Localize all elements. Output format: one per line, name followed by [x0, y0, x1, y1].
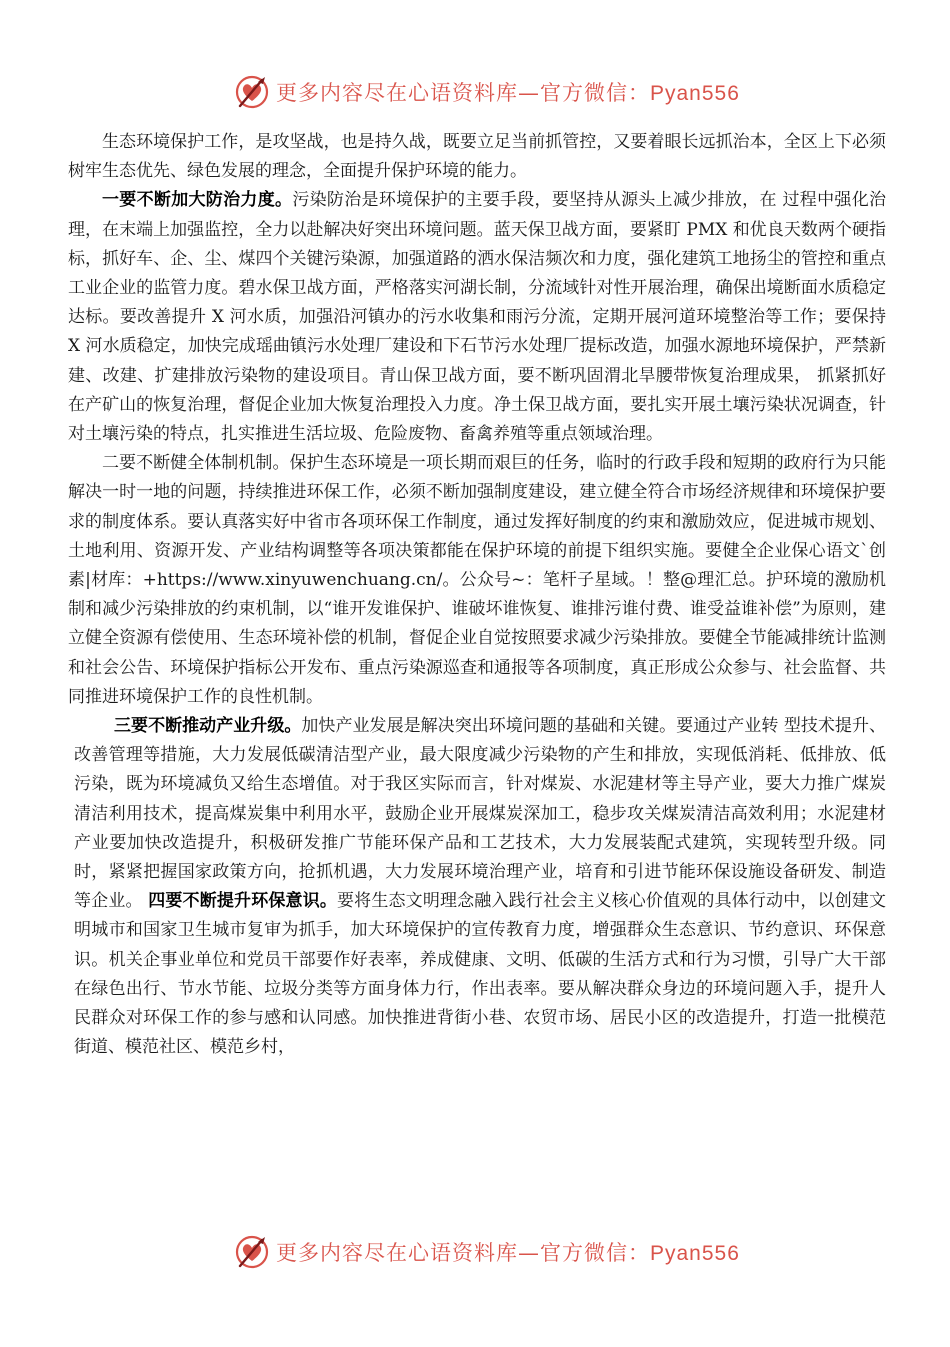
header-watermark: [0, 72, 950, 112]
document-body: [68, 128, 886, 1063]
footer-watermark: [0, 1232, 950, 1272]
watermark-text: 更多内容尽在心语资料库—官方微信：Pyan556: [276, 81, 740, 105]
watermark-text: 更多内容尽在心语资料库—官方微信：Pyan556: [276, 1241, 740, 1265]
paragraph-3: 三要不断推动产业升级。加快产业发展是解决突出环境问题的基础和关键。要通过产业转 型技术提升、改善管理等措施，大力发展低碳清洁型产业，最大限度减少污染物的产生和排放，实现低消耗、低排放、低污染，既为环境减负又给生态增值。对于我区实际而言，针对煤炭、水泥建材等主导产业，要大力推广煤炭清洁利用技术，提高煤炭集中利用水平，鼓励企业开展煤炭深加工，稳步攻关煤炭清洁高效利用；水泥建材产业要加快改造提升，积极研发推广节能环保产品和工艺技术，大力发展装配式建筑，实现转型升级。同时，紧紧把握国家政策方向，抢抓机遇，大力发展环境治理产业，培育和引进节能环保设施设备研发、制造等企业。 四要不断提升环保意识。要将生态文明理念融入践行社会主义核心价值观的具体行动中，以创建文明城市和国家卫生城市复审为抓手，加大环境保护的宣传教育力度，增强群众生态意识、节约意识、环保意识。机关企事业单位和党员干部要作好表率，养成健康、文明、低碳的生活方式和行为习惯，引导广大干部在绿色出行、节水节能、垃圾分类等方面身体力行，作出表率。要从解决群众身边的环境问题入手，提升人民群众对环保工作的参与感和认同感。加快推进背街小巷、农贸市场、居民小区的改造提升，打造一批模范街道、模范社区、模范乡村，: [74, 716, 887, 1058]
feather-heart-logo-icon: [232, 72, 272, 112]
paragraph-2: 二要不断健全体制机制。保护生态环境是一项长期而艰巨的任务，临时的行政手段和短期的政府行为只能解决一时一地的问题，持续推进环保工作，必须不断加强制度建设，建立健全符合市场经济规律和环境保护要求的制度体系。要认真落实好中省市各项环保工作制度，通过发挥好制度的约束和激励效应，促进城市规划、土地利用、资源开发、产业结构调整等各项决策都能在保护环境的前提下组织实施。要健全企业保心语文`创素|材库：+https://www.xinyuwenchuang.cn/。公众号~：笔杆子星域。！整@理汇总。护环境的激励机制和减少污染排放的约束机制，以“谁开发谁保护、谁破坏谁恢复、谁排污谁付费、谁受益谁补偿”为原则，建立健全资源有偿使用、生态环境补偿的机制，督促企业自觉按照要求减少污染排放。要健全节能减排统计监测和社会公告、环境保护指标公开发布、重点污染源巡查和通报等各项制度，真正形成公众参与、社会监督、共同推进环境保护工作的良性机制。: [68, 453, 886, 707]
paragraph-4-heading: 四要不断提升环保意识。: [148, 891, 338, 912]
paragraph-intro: 生态环境保护工作，是攻坚战，也是持久战，既要立足当前抓管控，又要着眼长远抓治本，全区上下必须树牢生态优先、绿色发展的理念，全面提升保护环境的能力。: [68, 132, 886, 182]
paragraph-1-heading: 一要不断加大防治力度。: [102, 190, 293, 211]
paragraph-1: 一要不断加大防治力度。污染防治是环境保护的主要手段，要坚持从源头上减少排放，在 过程中强化治理，在末端上加强监控，全力以赴解决好突出环境问题。蓝天保卫战方面，要紧盯 PMX 和优良天数两个硬指标，抓好车、企、尘、煤四个关键污染源，加强道路的洒水保洁频次和力度，强化建筑工地扬尘的管控和重点工业企业的监管力度。碧水保卫战方面，严格落实河湖长制，分流域针对性开展治理，确保出境断面水质稳定达标。要改善提升 X 河水质，加强沿河镇办的污水收集和雨污分流，定期开展河道环境整治等工作；要保持 X 河水质稳定，加快完成瑶曲镇污水处理厂建设和下石节污水处理厂提标改造，加强水源地环境保护，严禁新建、改建、扩建排放污染物的建设项目。青山保卫战方面，要不断巩固渭北旱腰带恢复治理成果， 抓紧抓好在产矿山的恢复治理，督促企业加大恢复治理投入力度。净土保卫战方面，要扎实开展土壤污染状况调查，针对土壤污染的特点，扎实推进生活垃圾、危险废物、畜禽养殖等重点领域治理。: [68, 190, 887, 445]
paragraph-3-heading: 三要不断推动产业升级。: [114, 716, 302, 737]
feather-heart-logo-icon: [232, 1232, 272, 1272]
